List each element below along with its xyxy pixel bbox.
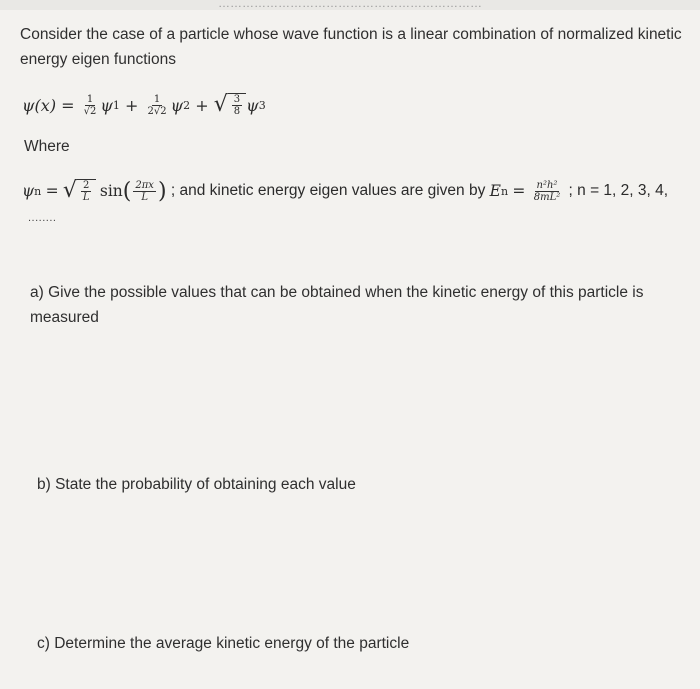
psi-lhs: ψ(x) = (22, 95, 75, 115)
part-a-text: a) Give the possible values that can be obtained when the kinetic energy of this particle is measured (30, 284, 644, 326)
cropped-header: ………………………………………………………… (0, 0, 700, 10)
wave-function-equation: ψ(x) = $\frac{1}{√2}$ ψ 1 + $\frac{1}{2√2}$ ψ 2 + √ $\frac{3}{8}$ ψ 3 (22, 92, 266, 117)
energy-fraction: $\frac{\text{n²h²}}{\text{8mL²}}$ (533, 179, 561, 203)
normalization-factor: √ $\frac{2}{L}$ (63, 179, 96, 203)
n-values: ; n = 1, 2, 3, 4, (568, 182, 669, 199)
eigenvalue-text: ; and kinetic energy eigen values are given by (170, 182, 486, 199)
continuation-dots: ........ (28, 212, 57, 224)
intro-text: Consider the case of a particle whose wave function is a linear combination of normalized kinetic energy eigen functions (20, 26, 682, 68)
coef-3: √ $\frac{3}{8}$ (214, 93, 246, 117)
sin-argument: $\frac{2\pi x}{L}$ (135, 179, 154, 203)
part-b-text: b) State the probability of obtaining each value (37, 476, 356, 493)
coef-1: $\frac{1}{√2}$ (83, 93, 97, 117)
eigenfunction-equation: ψ n = √ $\frac{2}{L}$ sin ( $\frac{2\pi x}{L}$ ) ; and kinetic energy eigen values are given by E n = $\frac{\text{n²h²}}{\text{8mL²}}$ ; n = 1, 2, 3, 4, (22, 178, 669, 204)
part-c-text: c) Determine the average kinetic energy of the particle (37, 635, 410, 652)
where-label: Where (24, 138, 70, 155)
coef-2: $\frac{1}{2√2}$ (147, 93, 167, 117)
